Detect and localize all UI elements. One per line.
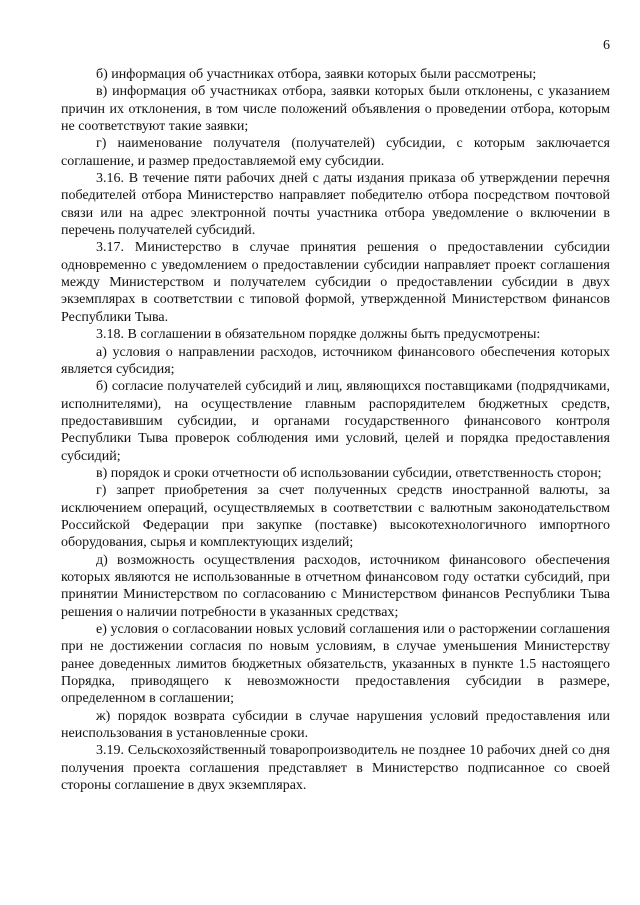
paragraph-3-18-b: б) согласие получателей субсидий и лиц, являющихся поставщиками (подрядчиками, исполнителями), на осуществление главным распорядителем бюджетных средств, предоставившим субсидии, и органами государственного финансового контроля Республики Тыва проверок соблюдения ими условий, целей и порядка предоставления субсидий; [61, 379, 610, 464]
paragraph-3-18: 3.18. В соглашении в обязательном порядке должны быть предусмотрены: [96, 327, 541, 343]
paragraph-3-19: 3.19. Сельскохозяйственный товаропроизводитель не позднее 10 рабочих дней со дня получения проекта соглашения представляет в Министерство подписанное со своей стороны соглашение в двух экземплярах. [61, 743, 610, 794]
page-number: 6 [603, 38, 610, 53]
paragraph-3-18-v: в) порядок и сроки отчетности об использовании субсидии, ответственность сторон; [96, 465, 602, 481]
paragraph-b-considered: б) информация об участниках отбора, заявки которых были рассмотрены; [96, 67, 537, 82]
paragraph-3-18-zh: ж) порядок возврата субсидии в случае нарушения условий предоставления или неиспользования в установленные сроки. [61, 708, 610, 742]
paragraph-3-18-a: а) условия о направлении расходов, источником финансового обеспечения которых является субсидия; [61, 344, 610, 377]
paragraph-3-16: 3.16. В течение пяти рабочих дней с даты издания приказа об утверждении перечня победителей отбора Министерство направляет победителю отбора посредством почтовой связи или на адрес электронной почты участника отбора уведомление о включении в перечень получателей субсидий. [61, 171, 610, 239]
paragraph-v-rejected: в) информация об участниках отбора, заявки которых были отклонены, с указанием причин их отклонения, в том числе положений объявления о проведении отбора, которым не соответствуют такие заявки; [61, 84, 610, 135]
paragraph-3-18-d: д) возможность осуществления расходов, источником финансового обеспечения которых являются не использованные в отчетном финансовом году остатки субсидий, при принятии Министерством по согласованию с Министерством финансов Республики Тыва решения о наличии потребности в указанных средствах; [61, 552, 610, 620]
paragraph-3-18-e: е) условия о согласовании новых условий соглашения или о расторжении соглашения при не достижении согласия по новым условиям, в случае уменьшения Министерству ранее доведенных лимитов бюджетных обязательств, указанных в пункте 1.5 настоящего Порядка, приводящего к невозможности предоставления субсидии в размере, определенном в соглашении; [61, 622, 610, 707]
document-body [61, 66, 610, 794]
paragraph-3-17: 3.17. Министерство в случае принятия решения о предоставлении субсидии одновременно с уведомлением о предоставлении субсидии направляет проект соглашения между Министерством и получателем субсидии о предоставлении субсидии в двух экземплярах в соответствии с типовой формой, утвержденной Министерством финансов Республики Тыва. [61, 240, 610, 325]
paragraph-g-recipient: г) наименование получателя (получателей) субсидии, с которым заключается соглашение, и размер предоставляемой ему субсидии. [61, 136, 610, 169]
paragraph-3-18-g: г) запрет приобретения за счет полученных средств иностранной валюты, за исключением операций, осуществляемых в соответствии с валютным законодательством Российской Федерации при закупке (поставке) высокотехнологичного импортного оборудования, сырья и комплектующих изделий; [61, 483, 610, 551]
